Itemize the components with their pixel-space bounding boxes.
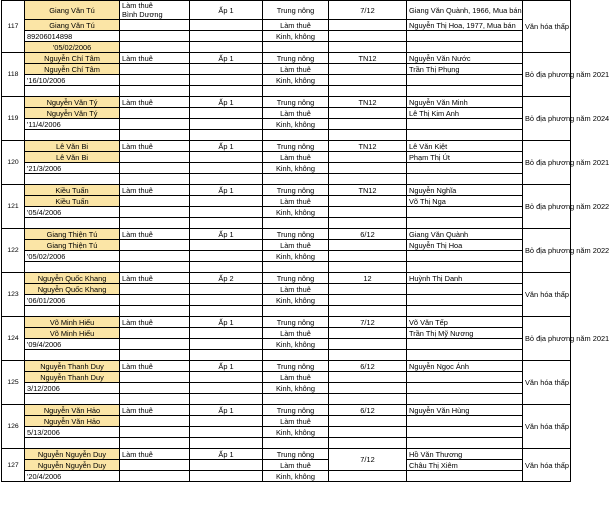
hamlet-cell[interactable]	[190, 284, 263, 295]
birthdate-cell[interactable]: '05/02/2006	[25, 42, 120, 53]
name-cell[interactable]: Nguyễn Thanh Duy	[25, 361, 120, 372]
note-cell[interactable]: Bỏ địa phương năm 2022	[523, 229, 571, 273]
name-cell[interactable]: Nguyễn Văn Tý	[25, 97, 120, 108]
grade-cell[interactable]	[329, 240, 407, 251]
grade-cell[interactable]	[329, 427, 407, 438]
work-cell[interactable]	[120, 163, 190, 174]
hamlet-cell[interactable]	[190, 174, 263, 185]
hamlet-cell[interactable]	[190, 383, 263, 394]
note-cell[interactable]: Văn hóa thấp	[523, 1, 571, 53]
hamlet-cell[interactable]	[190, 218, 263, 229]
work-cell[interactable]: Làm thuê	[120, 317, 190, 328]
hamlet-cell[interactable]: Ấp 1	[190, 185, 263, 196]
occupation-cell[interactable]: Làm thuê	[263, 240, 329, 251]
record-127	[2, 449, 571, 460]
ethnicity-cell[interactable]: Kinh, không	[263, 383, 329, 394]
name-cell[interactable]: Võ Minh Hiếu	[25, 317, 120, 328]
relative-cell[interactable]	[407, 339, 523, 350]
relative-cell[interactable]	[407, 471, 523, 482]
row-number[interactable]: 119	[2, 97, 25, 141]
work-cell[interactable]	[120, 394, 190, 405]
row-number[interactable]: 125	[2, 361, 25, 405]
empty-cell[interactable]	[263, 306, 329, 317]
roster-records	[2, 53, 609, 482]
hamlet-cell[interactable]	[190, 295, 263, 306]
relative-cell[interactable]: Trần Thị Mỹ Nương	[407, 328, 523, 339]
relative-cell[interactable]: Lê Văn Kiệt	[407, 141, 523, 152]
work-cell[interactable]	[120, 75, 190, 86]
empty-cell[interactable]	[263, 42, 329, 53]
name-cell[interactable]: Nguyễn Nguyễn Duy	[25, 449, 120, 460]
record-120	[2, 141, 571, 152]
relative-cell[interactable]	[407, 383, 523, 394]
relative-cell[interactable]: Hồ Văn Thương	[407, 449, 523, 460]
name-cell[interactable]	[25, 350, 120, 361]
grade-cell[interactable]: TN12	[329, 141, 407, 152]
name-cell[interactable]: Nguyễn Thanh Duy	[25, 372, 120, 383]
work-cell[interactable]: Làm thuê	[120, 53, 190, 64]
class-cell[interactable]: Trung nông	[263, 317, 329, 328]
class-cell[interactable]: Trung nông	[263, 405, 329, 416]
grade-cell[interactable]: 7/12	[329, 449, 407, 471]
relative-cell[interactable]: Trần Thị Phụng	[407, 64, 523, 75]
record-124	[2, 317, 571, 328]
hamlet-cell[interactable]	[190, 20, 263, 31]
hamlet-cell[interactable]	[190, 394, 263, 405]
name-cell[interactable]: Nguyễn Chí Tâm	[25, 64, 120, 75]
class-cell[interactable]: Trung nông	[263, 53, 329, 64]
row-number[interactable]: 123	[2, 273, 25, 317]
grade-cell[interactable]: 6/12	[329, 361, 407, 372]
relative-cell[interactable]: Lê Thị Kim Anh	[407, 108, 523, 119]
grade-cell[interactable]	[329, 295, 407, 306]
ethnicity-cell[interactable]: Kinh, không	[263, 471, 329, 482]
name-cell[interactable]: Võ Minh Hiếu	[25, 328, 120, 339]
name-cell[interactable]	[25, 438, 120, 449]
work-cell[interactable]	[120, 460, 190, 471]
grade-cell[interactable]: TN12	[329, 97, 407, 108]
birthdate-cell[interactable]: '21/3/2006	[25, 163, 120, 174]
ethnicity-cell[interactable]: Kinh, không	[263, 427, 329, 438]
hamlet-cell[interactable]	[190, 152, 263, 163]
work-cell[interactable]	[120, 20, 190, 31]
occupation-cell[interactable]: Làm thuê	[263, 196, 329, 207]
row-number[interactable]: 124	[2, 317, 25, 361]
grade-cell[interactable]: TN12	[329, 185, 407, 196]
work-cell[interactable]	[120, 152, 190, 163]
hamlet-cell[interactable]	[190, 64, 263, 75]
work-cell[interactable]: Làm thuê Bình Dương	[120, 1, 190, 20]
work-cell[interactable]	[120, 207, 190, 218]
hamlet-cell[interactable]: Ấp 2	[190, 273, 263, 284]
record-126	[2, 405, 571, 416]
work-cell[interactable]	[120, 240, 190, 251]
ethnicity-cell[interactable]: Kinh, không	[263, 251, 329, 262]
birthdate-cell[interactable]: 3/12/2006	[25, 383, 120, 394]
hamlet-cell[interactable]	[190, 130, 263, 141]
hamlet-cell[interactable]	[190, 207, 263, 218]
ethnicity-cell[interactable]: Kinh, không	[263, 75, 329, 86]
name-cell[interactable]	[25, 262, 120, 273]
name-cell[interactable]: Nguyễn Quốc Khang	[25, 273, 120, 284]
name-cell[interactable]: Nguyễn Văn Hảo	[25, 405, 120, 416]
note-cell[interactable]: Bỏ địa phương năm 2021	[523, 317, 571, 361]
grade-cell[interactable]	[329, 350, 407, 361]
work-cell[interactable]: Làm thuê	[120, 141, 190, 152]
grade-cell[interactable]	[329, 394, 407, 405]
record-118	[2, 53, 571, 64]
empty-cell[interactable]	[263, 350, 329, 361]
relative-cell[interactable]: Nguyễn Văn Nước	[407, 53, 523, 64]
work-cell[interactable]	[120, 196, 190, 207]
class-cell[interactable]: Trung nông	[263, 273, 329, 284]
grade-cell[interactable]	[329, 42, 407, 53]
name-cell[interactable]: Giang Văn Tú	[25, 1, 120, 20]
class-cell[interactable]: Trung nông	[263, 449, 329, 460]
grade-cell[interactable]	[329, 108, 407, 119]
row-number[interactable]: 121	[2, 185, 25, 229]
work-cell[interactable]	[120, 350, 190, 361]
relative-cell[interactable]: Giang Văn Quành	[407, 229, 523, 240]
hamlet-cell[interactable]: Ấp 1	[190, 361, 263, 372]
row-number[interactable]: 120	[2, 141, 25, 185]
empty-cell[interactable]	[263, 218, 329, 229]
row-number[interactable]: 122	[2, 229, 25, 273]
relative-cell[interactable]	[407, 218, 523, 229]
empty-cell[interactable]	[263, 130, 329, 141]
note-cell[interactable]: Văn hóa thấp	[523, 449, 571, 482]
grade-cell[interactable]	[329, 31, 407, 42]
work-cell[interactable]	[120, 64, 190, 75]
relative-cell[interactable]	[407, 174, 523, 185]
work-cell[interactable]	[120, 372, 190, 383]
note-cell[interactable]: Văn hóa thấp	[523, 361, 571, 405]
work-cell[interactable]	[120, 295, 190, 306]
grade-cell[interactable]: 7/12	[329, 1, 407, 20]
relative-cell[interactable]: Nguyễn Ngọc Ánh	[407, 361, 523, 372]
work-cell[interactable]	[120, 438, 190, 449]
relative-cell[interactable]	[407, 394, 523, 405]
name-cell[interactable]	[25, 86, 120, 97]
ethnicity-cell[interactable]: Kinh, không	[263, 295, 329, 306]
relative-cell[interactable]	[407, 262, 523, 273]
empty-cell[interactable]	[263, 86, 329, 97]
relative-cell[interactable]: Võ Văn Tếp	[407, 317, 523, 328]
occupation-cell[interactable]: Làm thuê	[263, 152, 329, 163]
hamlet-cell[interactable]: Ấp 1	[190, 53, 263, 64]
work-cell[interactable]	[120, 427, 190, 438]
occupation-cell[interactable]: Làm thuê	[263, 328, 329, 339]
relative-cell[interactable]: Giang Văn Quành, 1966, Mua bán	[407, 1, 523, 20]
ethnicity-cell[interactable]: Kinh, không	[263, 119, 329, 130]
name-cell[interactable]: Giang Thiện Tú	[25, 240, 120, 251]
grade-cell[interactable]	[329, 262, 407, 273]
name-cell[interactable]: Nguyễn Nguyễn Duy	[25, 460, 120, 471]
relative-cell[interactable]	[407, 31, 523, 42]
relative-cell[interactable]	[407, 130, 523, 141]
grade-cell[interactable]	[329, 471, 407, 482]
note-cell[interactable]: Bỏ địa phương năm 2022	[523, 185, 571, 229]
relative-cell[interactable]	[407, 306, 523, 317]
relative-cell[interactable]	[407, 372, 523, 383]
hamlet-cell[interactable]	[190, 427, 263, 438]
record-121	[2, 185, 571, 196]
name-cell[interactable]: Nguyễn Quốc Khang	[25, 284, 120, 295]
work-cell[interactable]: Làm thuê	[120, 449, 190, 460]
work-cell[interactable]	[120, 31, 190, 42]
grade-cell[interactable]	[329, 339, 407, 350]
grade-cell[interactable]	[329, 416, 407, 427]
hamlet-cell[interactable]	[190, 372, 263, 383]
relative-cell[interactable]	[407, 350, 523, 361]
empty-cell[interactable]	[263, 262, 329, 273]
note-cell[interactable]: Văn hóa thấp	[523, 405, 571, 449]
relative-cell[interactable]	[407, 251, 523, 262]
relative-cell[interactable]: Nguyễn Văn Minh	[407, 97, 523, 108]
row-number[interactable]: 127	[2, 449, 25, 482]
occupation-cell[interactable]: Làm thuê	[263, 372, 329, 383]
birthdate-cell[interactable]: '05/02/2006	[25, 251, 120, 262]
occupation-cell[interactable]: Làm thuê	[263, 460, 329, 471]
work-cell[interactable]: Làm thuê	[120, 405, 190, 416]
work-cell[interactable]: Làm thuê	[120, 97, 190, 108]
work-cell[interactable]	[120, 262, 190, 273]
name-cell[interactable]: Kiều Tuấn	[25, 185, 120, 196]
name-cell[interactable]: Nguyễn Văn Hảo	[25, 416, 120, 427]
ethnicity-cell[interactable]: Kinh, không	[263, 207, 329, 218]
name-cell[interactable]	[25, 218, 120, 229]
name-cell[interactable]: Kiều Tuấn	[25, 196, 120, 207]
hamlet-cell[interactable]	[190, 240, 263, 251]
grade-cell[interactable]	[329, 174, 407, 185]
grade-cell[interactable]	[329, 119, 407, 130]
hamlet-cell[interactable]	[190, 42, 263, 53]
class-cell[interactable]: Trung nông	[263, 229, 329, 240]
relative-cell[interactable]	[407, 42, 523, 53]
record-119	[2, 97, 571, 108]
grade-cell[interactable]: TN12	[329, 53, 407, 64]
record-122	[2, 229, 571, 240]
name-cell[interactable]: Giang Văn Tú	[25, 20, 120, 31]
hamlet-cell[interactable]	[190, 262, 263, 273]
work-cell[interactable]	[120, 108, 190, 119]
relative-cell[interactable]	[407, 163, 523, 174]
work-cell[interactable]	[120, 284, 190, 295]
relative-cell[interactable]: Nguyễn Thị Hoa	[407, 240, 523, 251]
name-cell[interactable]	[25, 394, 120, 405]
record-117	[2, 1, 571, 20]
relative-cell[interactable]: Võ Thị Nga	[407, 196, 523, 207]
grade-cell[interactable]: 12	[329, 273, 407, 284]
hamlet-cell[interactable]	[190, 251, 263, 262]
relative-cell[interactable]: Nguyễn Văn Hùng	[407, 405, 523, 416]
note-cell[interactable]: Văn hóa thấp	[523, 273, 571, 317]
hamlet-cell[interactable]	[190, 438, 263, 449]
class-cell[interactable]: Trung nông	[263, 361, 329, 372]
grade-cell[interactable]: 6/12	[329, 229, 407, 240]
relative-cell[interactable]	[407, 75, 523, 86]
grade-cell[interactable]	[329, 328, 407, 339]
row-number[interactable]: 118	[2, 53, 25, 97]
hamlet-cell[interactable]	[190, 460, 263, 471]
grade-cell[interactable]	[329, 152, 407, 163]
relative-cell[interactable]	[407, 207, 523, 218]
work-cell[interactable]	[120, 328, 190, 339]
hamlet-cell[interactable]	[190, 328, 263, 339]
work-cell[interactable]	[120, 471, 190, 482]
birthdate-cell[interactable]: 5/13/2006	[25, 427, 120, 438]
birthdate-cell[interactable]: '05/4/2006	[25, 207, 120, 218]
hamlet-cell[interactable]	[190, 119, 263, 130]
grade-cell[interactable]: 7/12	[329, 317, 407, 328]
birthdate-cell[interactable]: '11/4/2006	[25, 119, 120, 130]
work-cell[interactable]	[120, 251, 190, 262]
hamlet-cell[interactable]: Ấp 1	[190, 317, 263, 328]
record-123	[2, 273, 571, 284]
id-number-cell[interactable]: 89206014898	[25, 31, 120, 42]
hamlet-cell[interactable]	[190, 31, 263, 42]
grade-cell[interactable]	[329, 130, 407, 141]
empty-cell[interactable]	[263, 174, 329, 185]
roster-table	[1, 0, 609, 482]
hamlet-cell[interactable]: Ấp 1	[190, 141, 263, 152]
name-cell[interactable]: Nguyễn Chí Tâm	[25, 53, 120, 64]
hamlet-cell[interactable]	[190, 108, 263, 119]
birthdate-cell[interactable]: '16/10/2006	[25, 75, 120, 86]
grade-cell[interactable]	[329, 163, 407, 174]
work-cell[interactable]	[120, 130, 190, 141]
name-cell[interactable]: Lê Văn Bi	[25, 152, 120, 163]
class-cell[interactable]: Trung nông	[263, 97, 329, 108]
grade-cell[interactable]	[329, 306, 407, 317]
grade-cell[interactable]	[329, 64, 407, 75]
occupation-cell[interactable]: Làm thuê	[263, 20, 329, 31]
work-cell[interactable]: Làm thuê	[120, 273, 190, 284]
relative-cell[interactable]	[407, 86, 523, 97]
class-cell[interactable]: Trung nông	[263, 141, 329, 152]
grade-cell[interactable]	[329, 372, 407, 383]
note-cell[interactable]: Bỏ địa phương năm 2021	[523, 53, 571, 97]
hamlet-cell[interactable]	[190, 306, 263, 317]
occupation-cell[interactable]: Làm thuê	[263, 108, 329, 119]
relative-cell[interactable]: Châu Thị Xiêm	[407, 460, 523, 471]
note-cell[interactable]: Bỏ địa phương năm 2021	[523, 141, 571, 185]
name-cell[interactable]: Lê Văn Bi	[25, 141, 120, 152]
relative-cell[interactable]	[407, 427, 523, 438]
hamlet-cell[interactable]: Ấp 1	[190, 229, 263, 240]
relative-cell[interactable]: Phạm Thị Út	[407, 152, 523, 163]
grade-cell[interactable]	[329, 284, 407, 295]
row-number[interactable]: 117	[2, 1, 25, 53]
grade-cell[interactable]	[329, 75, 407, 86]
birthdate-cell[interactable]: '06/01/2006	[25, 295, 120, 306]
record-125	[2, 361, 571, 372]
relative-cell[interactable]: Nguyễn Nghĩa	[407, 185, 523, 196]
work-cell[interactable]	[120, 416, 190, 427]
ethnicity-cell[interactable]: Kinh, không	[263, 339, 329, 350]
note-cell[interactable]: Bỏ địa phương năm 2024	[523, 97, 571, 141]
relative-cell[interactable]: Nguyễn Thị Hoa, 1977, Mua bán	[407, 20, 523, 31]
relative-cell[interactable]: Huỳnh Thị Danh	[407, 273, 523, 284]
relative-cell[interactable]	[407, 438, 523, 449]
work-cell[interactable]	[120, 218, 190, 229]
hamlet-cell[interactable]	[190, 416, 263, 427]
occupation-cell[interactable]: Làm thuê	[263, 284, 329, 295]
work-cell[interactable]	[120, 339, 190, 350]
ethnicity-cell[interactable]: Kinh, không	[263, 163, 329, 174]
ethnicity-cell[interactable]: Kinh, không	[263, 31, 329, 42]
empty-cell[interactable]	[263, 438, 329, 449]
name-cell[interactable]: Giang Thiện Tú	[25, 229, 120, 240]
hamlet-cell[interactable]	[190, 86, 263, 97]
relative-cell[interactable]	[407, 295, 523, 306]
work-cell[interactable]: Làm thuê	[120, 185, 190, 196]
grade-cell[interactable]: 6/12	[329, 405, 407, 416]
hamlet-cell[interactable]	[190, 471, 263, 482]
empty-cell[interactable]	[263, 394, 329, 405]
birthdate-cell[interactable]: '09/4/2006	[25, 339, 120, 350]
class-cell[interactable]: Trung nông	[263, 185, 329, 196]
grade-cell[interactable]	[329, 383, 407, 394]
occupation-cell[interactable]: Làm thuê	[263, 416, 329, 427]
class-cell[interactable]: Trung nông	[263, 1, 329, 20]
hamlet-cell[interactable]: Ấp 1	[190, 1, 263, 20]
work-cell[interactable]	[120, 42, 190, 53]
name-cell[interactable]	[25, 174, 120, 185]
hamlet-cell[interactable]	[190, 196, 263, 207]
birthdate-cell[interactable]: '20/4/2006	[25, 471, 120, 482]
work-cell[interactable]: Làm thuê	[120, 229, 190, 240]
relative-cell[interactable]	[407, 119, 523, 130]
hamlet-cell[interactable]	[190, 163, 263, 174]
hamlet-cell[interactable]	[190, 350, 263, 361]
work-cell[interactable]	[120, 119, 190, 130]
occupation-cell[interactable]: Làm thuê	[263, 64, 329, 75]
roster-body	[2, 1, 571, 53]
name-cell[interactable]	[25, 306, 120, 317]
work-cell[interactable]	[120, 174, 190, 185]
name-cell[interactable]	[25, 130, 120, 141]
grade-cell[interactable]	[329, 196, 407, 207]
grade-cell[interactable]	[329, 218, 407, 229]
grade-cell[interactable]	[329, 207, 407, 218]
grade-cell[interactable]	[329, 86, 407, 97]
grade-cell[interactable]	[329, 20, 407, 31]
work-cell[interactable]	[120, 86, 190, 97]
hamlet-cell[interactable]	[190, 75, 263, 86]
name-cell[interactable]: Nguyễn Văn Tý	[25, 108, 120, 119]
hamlet-cell[interactable]: Ấp 1	[190, 97, 263, 108]
row-number[interactable]: 126	[2, 405, 25, 449]
grade-cell[interactable]	[329, 251, 407, 262]
hamlet-cell[interactable]: Ấp 1	[190, 449, 263, 460]
relative-cell[interactable]	[407, 416, 523, 427]
work-cell[interactable]	[120, 306, 190, 317]
work-cell[interactable]	[120, 383, 190, 394]
hamlet-cell[interactable]: Ấp 1	[190, 405, 263, 416]
work-cell[interactable]: Làm thuê	[120, 361, 190, 372]
relative-cell[interactable]	[407, 284, 523, 295]
grade-cell[interactable]	[329, 438, 407, 449]
hamlet-cell[interactable]	[190, 339, 263, 350]
